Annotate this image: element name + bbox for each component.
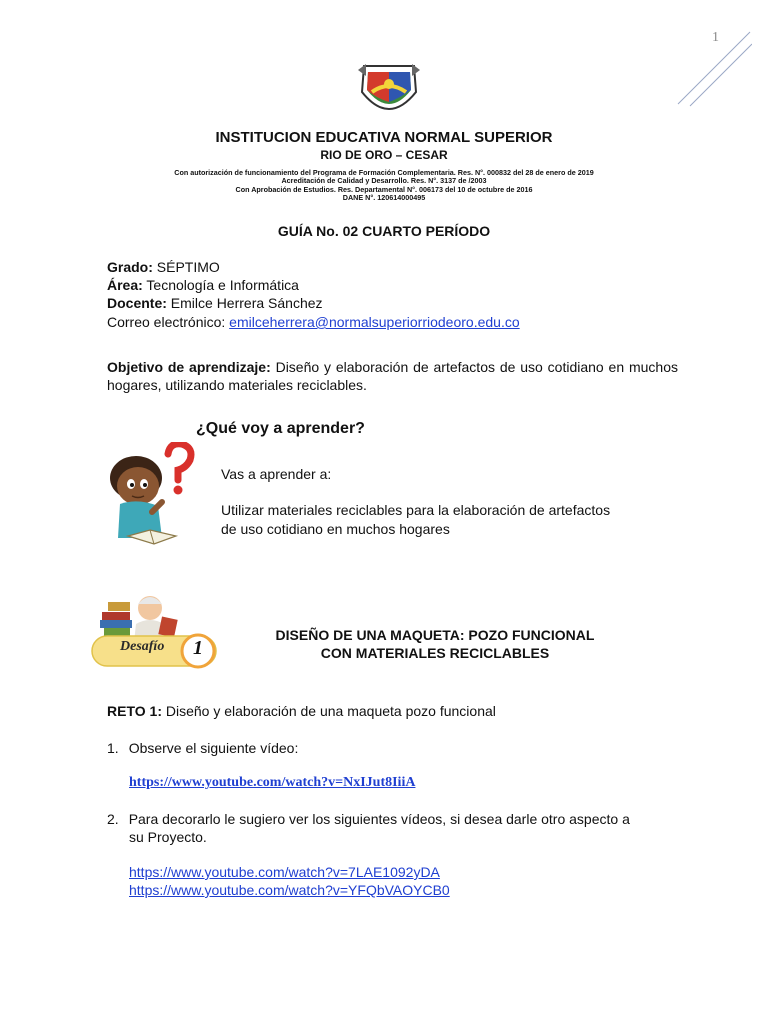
challenge-badge: [90, 588, 220, 670]
step-2-link-2-row: [129, 881, 450, 899]
authorization-line: Con autorización de funcionamiento del Programa de Formación Complementaria. Res. N°. 000832 del 28 de enero de 2019: [174, 168, 594, 177]
step-2-line-1: Para decorarlo le sugiero ver los siguientes vídeos, si desea darle otro aspecto a: [128, 811, 630, 827]
reto-label: RETO 1:: [107, 703, 162, 719]
area-label: Área:: [107, 277, 143, 293]
institution-city: RIO DE ORO – CESAR: [320, 148, 448, 162]
step-1-text: Observe el siguiente vídeo:: [128, 740, 299, 756]
grade-row: [107, 258, 220, 276]
grade-label: Grado:: [107, 259, 153, 275]
approval-line: Con Aprobación de Estudios. Res. Departamental N°. 006173 del 10 de octubre de 2016: [235, 185, 533, 194]
teacher-row: [107, 294, 323, 312]
objective-label: Objetivo de aprendizaje:: [107, 359, 271, 375]
step-2-line-2: su Proyecto.: [129, 829, 207, 845]
learn-intro: Vas a aprender a:: [221, 466, 332, 482]
challenge-title-line-1: DISEÑO DE UNA MAQUETA: POZO FUNCIONAL: [275, 627, 595, 643]
accreditation-line: Acreditación de Calidad y Desarrollo. Res. N°. 3137 de /2003: [281, 176, 487, 185]
step-2-link-1-row: [129, 863, 440, 881]
institution-name: INSTITUCION EDUCATIVA NORMAL SUPERIOR: [215, 129, 553, 146]
learn-line-2: de uso cotidiano en muchos hogares: [221, 521, 450, 537]
corner-decoration: [672, 28, 752, 108]
email-link[interactable]: emilceherrera@normalsuperiorriodeoro.edu.co: [229, 314, 520, 330]
email-label: Correo electrónico:: [107, 314, 230, 330]
thinking-child-illustration: [106, 442, 198, 550]
reto-row: [107, 702, 496, 720]
reto-text: Diseño y elaboración de una maqueta pozo funcional: [161, 703, 496, 719]
learn-line-1: Utilizar materiales reciclables para la elaboración de artefactos: [221, 502, 611, 518]
grade-value: SÉPTIMO: [152, 259, 220, 275]
step-1-number: 1.: [107, 740, 119, 756]
area-row: [107, 276, 299, 294]
dane-line: DANE N°. 120614000495: [342, 193, 426, 202]
email-row: [107, 313, 520, 331]
guide-title: GUÍA No. 02 CUARTO PERÍODO: [277, 223, 491, 239]
learning-objective: [107, 358, 678, 394]
challenge-title-line-2: CON MATERIALES RECICLABLES: [320, 645, 550, 661]
step-1-video-link[interactable]: https://www.youtube.com/watch?v=NxIJut8IiiA: [129, 775, 416, 790]
challenge-title: [230, 626, 640, 662]
learn-heading: ¿Qué voy a aprender?: [196, 420, 365, 437]
step-1: [107, 739, 298, 757]
step-2-number: 2.: [107, 811, 119, 827]
teacher-value: Emilce Herrera Sánchez: [166, 295, 323, 311]
challenge-badge-label: Desafío: [120, 639, 165, 654]
step-2: [107, 810, 630, 828]
step-2-video-link-1[interactable]: https://www.youtube.com/watch?v=7LAE1092yDA: [129, 864, 440, 880]
teacher-label: Docente:: [107, 295, 167, 311]
area-value: Tecnología e Informática: [142, 277, 299, 293]
page-number: 1: [712, 30, 719, 45]
objective-text: Diseño y elaboración de artefactos de uso cotidiano en muchos hogares, utilizando materiales reciclables.: [107, 359, 678, 393]
step-2-video-link-2[interactable]: https://www.youtube.com/watch?v=YFQbVAOYCB0: [129, 882, 450, 898]
step-1-link-row: [129, 773, 415, 791]
challenge-badge-number: 1: [193, 637, 203, 659]
school-crest-logo: [356, 62, 422, 124]
